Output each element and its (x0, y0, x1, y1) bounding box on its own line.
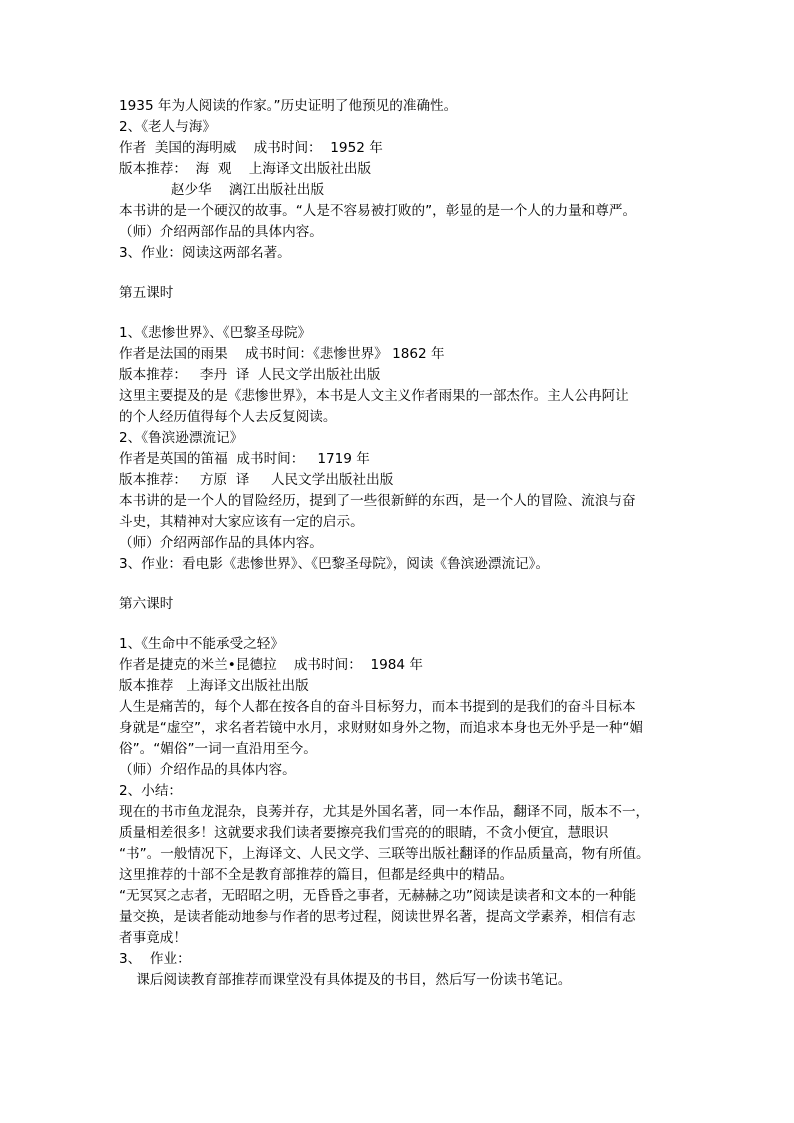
edition-line: 版本推荐： 海 观 上海译文出版社出版 (119, 161, 372, 177)
homework-heading: 3、 作业： (119, 951, 191, 967)
edition-line: 版本推荐： 李丹 译 人民文学出版社出版 (119, 367, 381, 383)
edition-line: 赵少华 漓江出版社出版 (119, 182, 325, 198)
text-line: 的个人经历值得每个人去反复阅读。 (119, 409, 337, 425)
text-line: “无冥冥之志者，无昭昭之明，无昏昏之事者，无赫赫之功”阅读是读者和文本的一种能 (119, 888, 637, 904)
text-line: 本书讲的是一个硬汉的故事。“人是不容易被打败的”，彰显的是一个人的力量和尊严。 (119, 203, 637, 219)
book-heading-unbearable-lightness: 1、《生命中不能承受之轻》 (119, 636, 284, 652)
text-line: 质量相差很多！这就要求我们读者要擦亮我们雪亮的的眼睛，不贪小便宜，慧眼识 (119, 825, 609, 841)
text-line: （师）介绍作品的具体内容。 (119, 762, 296, 778)
homework-line: 3、作业：阅读这两部名著。 (119, 245, 291, 261)
text-line: 现在的书市鱼龙混杂，良莠并存，尤其是外国名著，同一本作品，翻译不同，版本不一， (119, 804, 650, 820)
blank-line (119, 615, 679, 634)
edition-line: 版本推荐 上海译文出版社出版 (119, 678, 309, 694)
text-line: 人生是痛苦的，每个人都在按各自的奋斗目标努力，而本书提到的是我们的奋斗目标本 (119, 699, 636, 715)
text-line: 身就是“虚空”，求名者若镜中水月，求财财如身外之物，而追求本身也无外乎是一种“媚 (119, 720, 644, 736)
text-line: 1935 年为人阅读的作家。”历史证明了他预见的准确性。 (119, 98, 458, 114)
blank-line (119, 304, 679, 323)
text-line: 本书讲的是一个人的冒险经历，提到了一些很新鲜的东西，是一个人的冒险、流浪与奋 (119, 493, 636, 509)
section-heading-lesson-6: 第六课时 (119, 596, 174, 612)
text-line: 者事竟成！ (119, 930, 187, 946)
book-heading-old-man-and-sea: 2、《老人与海》 (119, 119, 217, 135)
text-line: 这里主要提及的是《悲惨世界》，本书是人文主义作者雨果的一部杰作。主人公冉阿让 (119, 388, 629, 404)
homework-line: 课后阅读教育部推荐而课堂没有具体提及的书目，然后写一份读书笔记。 (119, 972, 572, 988)
text-line: 这里推荐的十部不全是教育部推荐的篇目，但都是经典中的精品。 (119, 867, 514, 883)
homework-line: 3、作业：看电影《悲惨世界》、《巴黎圣母院》，阅读《鲁滨逊漂流记》。 (119, 556, 550, 572)
text-line: （师）介绍两部作品的具体内容。 (119, 224, 323, 240)
document-body (119, 96, 679, 991)
book-heading-les-miserables: 1、《悲惨世界》、《巴黎圣母院》 (119, 325, 312, 341)
book-heading-robinson-crusoe: 2、《鲁滨逊漂流记》 (119, 430, 244, 446)
edition-line: 版本推荐： 方原 译 人民文学出版社出版 (119, 472, 394, 488)
blank-line (119, 264, 679, 283)
text-line: 俗”。“媚俗”一词一直沿用至今。 (119, 741, 317, 757)
blank-line (119, 575, 679, 594)
author-line: 作者 美国的海明威 成书时间： 1952 年 (119, 140, 383, 156)
text-line: “书”。一般情况下，上海译文、人民文学、三联等出版社翻译的作品质量高，物有所值。 (119, 846, 650, 862)
text-line: 量交换，是读者能动地参与作者的思考过程，阅读世界名著，提高文学素养，相信有志 (119, 909, 636, 925)
section-heading-lesson-5: 第五课时 (119, 285, 174, 301)
author-line: 作者是英国的笛福 成书时间： 1719 年 (119, 451, 370, 467)
summary-heading: 2、小结： (119, 783, 183, 799)
author-line: 作者是法国的雨果 成书时间：《悲惨世界》 1862 年 (119, 346, 445, 362)
author-line: 作者是捷克的米兰•昆德拉 成书时间： 1984 年 (119, 657, 423, 673)
text-line: （师）介绍两部作品的具体内容。 (119, 535, 323, 551)
text-line: 斗史，其精神对大家应该有一定的启示。 (119, 514, 364, 530)
